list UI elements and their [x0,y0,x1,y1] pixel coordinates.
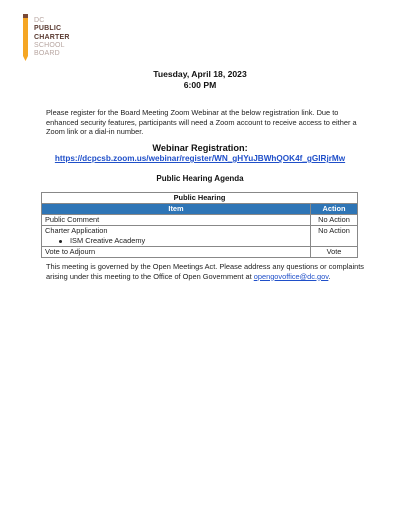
table-row [42,215,358,226]
agenda-table [41,192,358,258]
meeting-time: 6:00 PM [183,80,217,90]
webinar-registration-heading: Webinar Registration: [152,143,248,153]
pencil-icon [22,14,32,64]
notice-text: This meeting is governed by the Open Meetings Act. Please address any questions or complaints arising under this meeting to the Office of Open Government at [46,262,364,281]
agenda-table-header [42,204,358,215]
agenda-sub-item [45,236,307,246]
agenda-action: Vote [311,247,358,258]
column-header-action: Action [311,204,358,215]
pencil-cap [23,14,28,18]
pencil-tip [23,56,28,61]
agenda-item-cell [42,226,311,247]
logo-line-charter: CHARTER [34,33,70,41]
notice-end: . [328,271,331,281]
agenda-table-caption: Public Hearing [42,193,358,204]
registration-instructions: Please register for the Board Meeting Zoom Webinar at the below registration link. Due to enhanced security features, participants will need a Zoom account to receive access to either a Zoom link or a dial-in number. [46,108,357,137]
open-meetings-notice [46,262,366,281]
agenda-sub-item-label: ISM Creative Academy [70,236,146,245]
dcpcsb-logo [22,14,102,64]
column-header-item: Item [42,204,311,215]
meeting-date: Tuesday, April 18, 2023 [153,69,247,79]
agenda-heading: Public Hearing Agenda [156,174,244,183]
bullet-icon [59,240,62,243]
logo-line-dc: DC [34,17,45,24]
agenda-item: Public Comment [42,215,311,226]
agenda-item: Charter Application [45,226,108,235]
agenda-item: Vote to Adjourn [42,247,311,258]
open-government-email-link[interactable]: opengovoffice@dc.gov [253,271,329,281]
logo-line-public: PUBLIC [34,25,62,33]
agenda-action: No Action [311,215,358,226]
agenda-action: No Action [311,226,358,247]
table-row [42,247,358,258]
table-row [42,226,358,247]
agenda-table-caption-row [42,193,358,204]
logo-line-board: BOARD [34,50,60,58]
pencil-body [23,18,28,56]
webinar-registration-link[interactable]: https://dcpcsb.zoom.us/webinar/register/WN_gHYuJBWhQOK4f_gGIRjrMw [54,154,346,163]
logo-wordmark [34,17,70,58]
meeting-datetime [0,69,400,91]
logo-line-school: SCHOOL [34,41,65,49]
